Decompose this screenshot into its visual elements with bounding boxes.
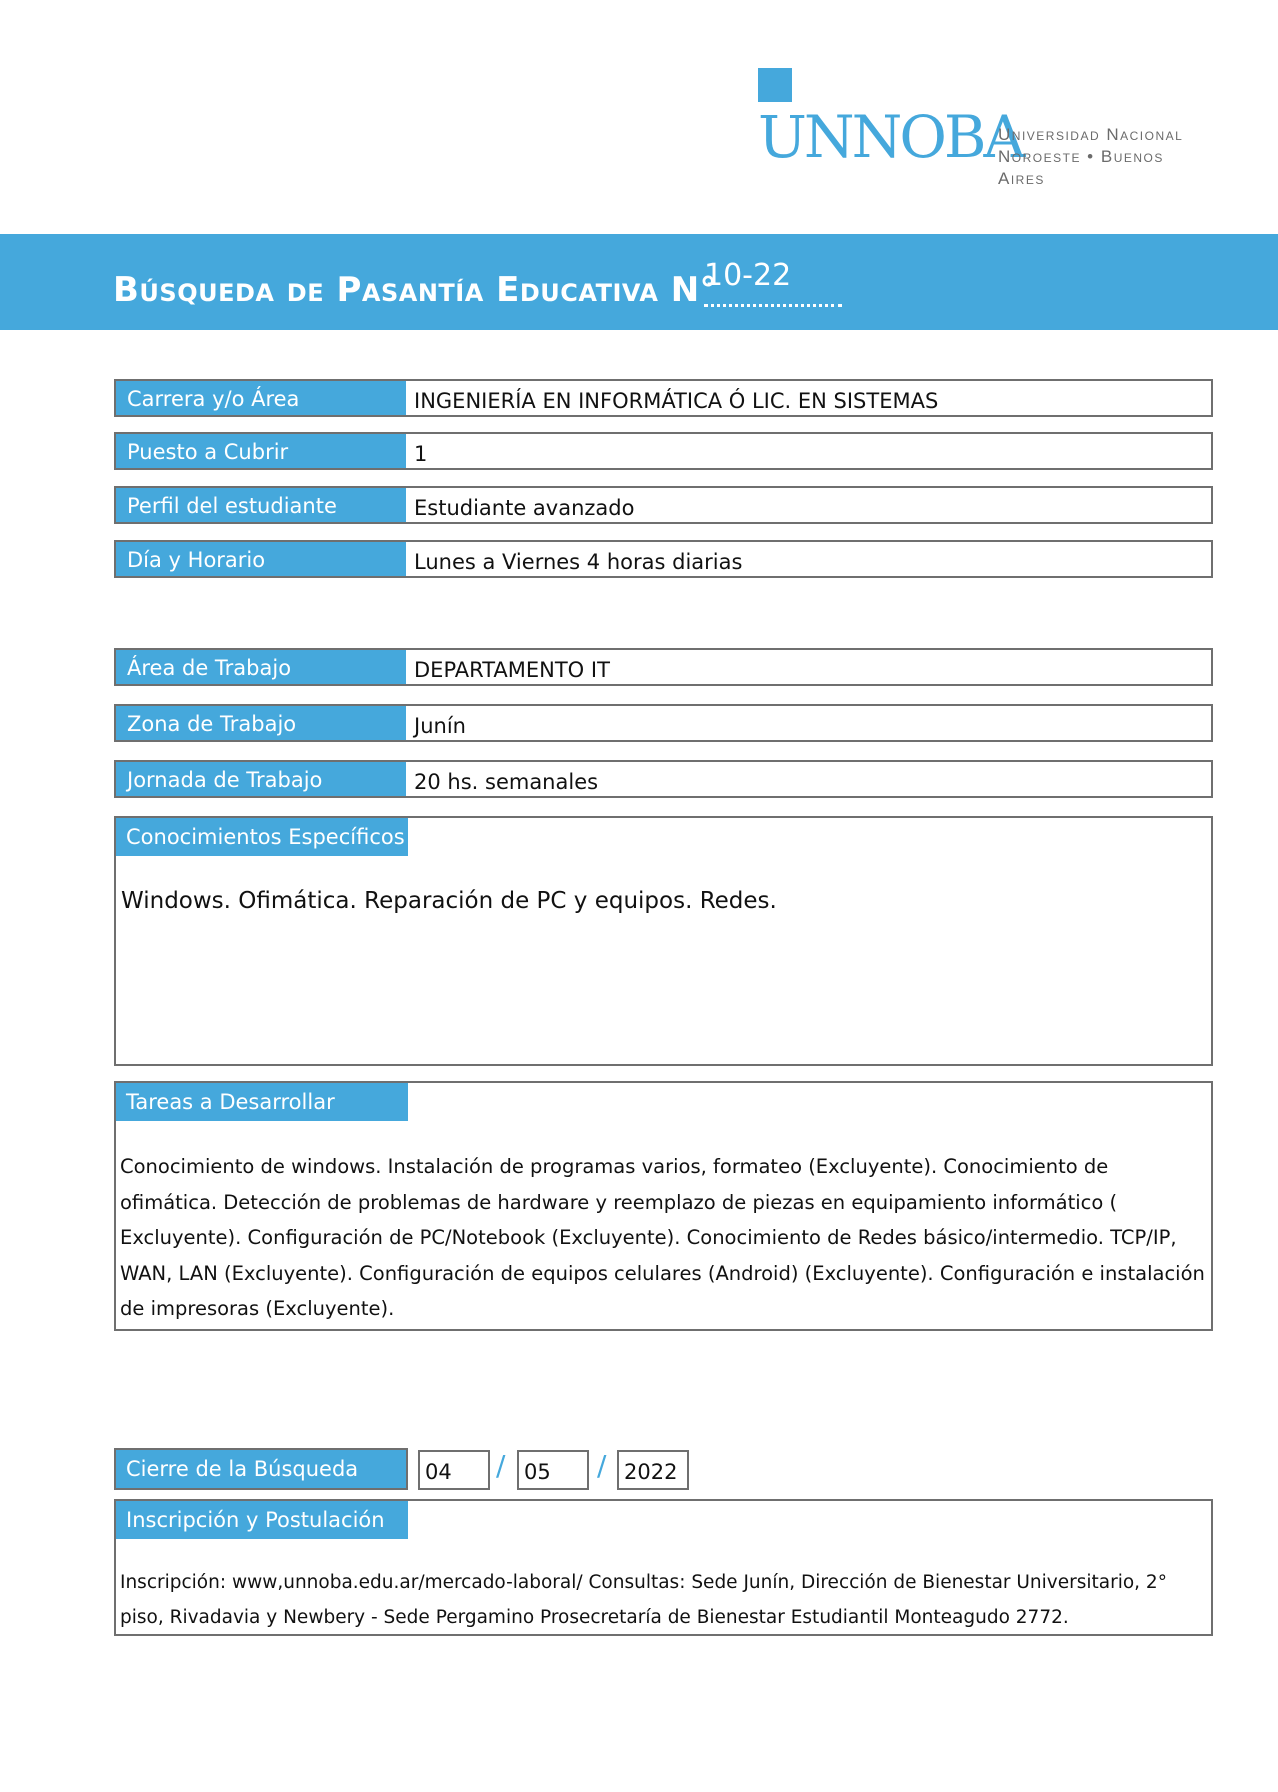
- logo-subtitle-line1: Universidad Nacional: [998, 125, 1184, 144]
- field-value: DEPARTAMENTO IT: [414, 658, 610, 682]
- cierre-month: 05: [517, 1450, 589, 1490]
- field-label: Área de Trabajo: [116, 650, 406, 684]
- field-label: Carrera y/o Área: [116, 381, 406, 415]
- field-row-horario: [114, 540, 1213, 578]
- field-label: Jornada de Trabajo: [116, 762, 406, 796]
- logo-subtitle-line2: Noroeste • Buenos Aires: [998, 147, 1164, 188]
- conocimientos-box: [114, 816, 1213, 1066]
- field-row-jornada: [114, 760, 1213, 798]
- title-banner: [0, 234, 1278, 330]
- page-title: Búsqueda de Pasantía Educativa N°: [113, 270, 718, 310]
- field-value: Estudiante avanzado: [414, 496, 635, 520]
- logo-subtitle: [998, 124, 1208, 190]
- field-value: 1: [414, 442, 428, 466]
- field-row-zona: [114, 704, 1213, 742]
- box-label: Inscripción y Postulación: [116, 1501, 408, 1539]
- field-value: INGENIERÍA EN INFORMÁTICA Ó LIC. EN SISTEMAS: [414, 389, 939, 413]
- cierre-label: Cierre de la Búsqueda: [114, 1448, 408, 1490]
- unnoba-logo: [758, 66, 1208, 188]
- inscripcion-text: Inscripción: www,unnoba.edu.ar/mercado-laboral/ Consultas: Sede Junín, Dirección de Bienestar Universitario, 2° piso, Rivadavia y Newbery - Sede Pergamino Prosecretaría de Bienestar Estudiantil Monteagudo 2772.: [120, 1572, 1167, 1628]
- field-label: Puesto a Cubrir: [116, 434, 406, 468]
- tareas-box: [114, 1081, 1213, 1331]
- number-dotted-line: [704, 274, 842, 307]
- field-label: Zona de Trabajo: [116, 706, 406, 740]
- field-value: Junín: [414, 714, 466, 738]
- inscripcion-box: [114, 1499, 1213, 1636]
- tareas-text: Conocimiento de windows. Instalación de programas varios, formateo (Excluyente). Conocimiento de ofimática. Detección de problemas de hardware y reemplazo de piezas en equipamiento informático ( Excluyente). Configuración de PC/Notebook (Excluyente). Conocimiento de Redes básico/intermedio. TCP/IP, WAN, LAN (Excluyente). Configuración de equipos celulares (Android) (Excluyente). Configuración e instalación de impresoras (Excluyente).: [120, 1155, 1205, 1320]
- cierre-year: 2022: [617, 1450, 689, 1490]
- field-label: Día y Horario: [116, 542, 406, 576]
- field-row-perfil: [114, 486, 1213, 524]
- cierre-day: 04: [418, 1450, 490, 1490]
- search-number: 10-22: [704, 258, 792, 293]
- field-value: 20 hs. semanales: [414, 770, 599, 794]
- logo-square-icon: [758, 68, 792, 102]
- logo-wordmark: UNNOBA: [758, 103, 1023, 171]
- field-label: Perfil del estudiante: [116, 488, 406, 522]
- field-row-carrera: [114, 379, 1213, 417]
- box-label: Conocimientos Específicos: [116, 818, 408, 856]
- field-row-area: [114, 648, 1213, 686]
- date-separator: /: [597, 1449, 607, 1482]
- date-separator: /: [496, 1449, 506, 1482]
- field-value: Lunes a Viernes 4 horas diarias: [414, 550, 743, 574]
- box-label: Tareas a Desarrollar: [116, 1083, 408, 1121]
- conocimientos-text: Windows. Ofimática. Reparación de PC y equipos. Redes.: [121, 888, 777, 914]
- field-row-puesto: [114, 432, 1213, 470]
